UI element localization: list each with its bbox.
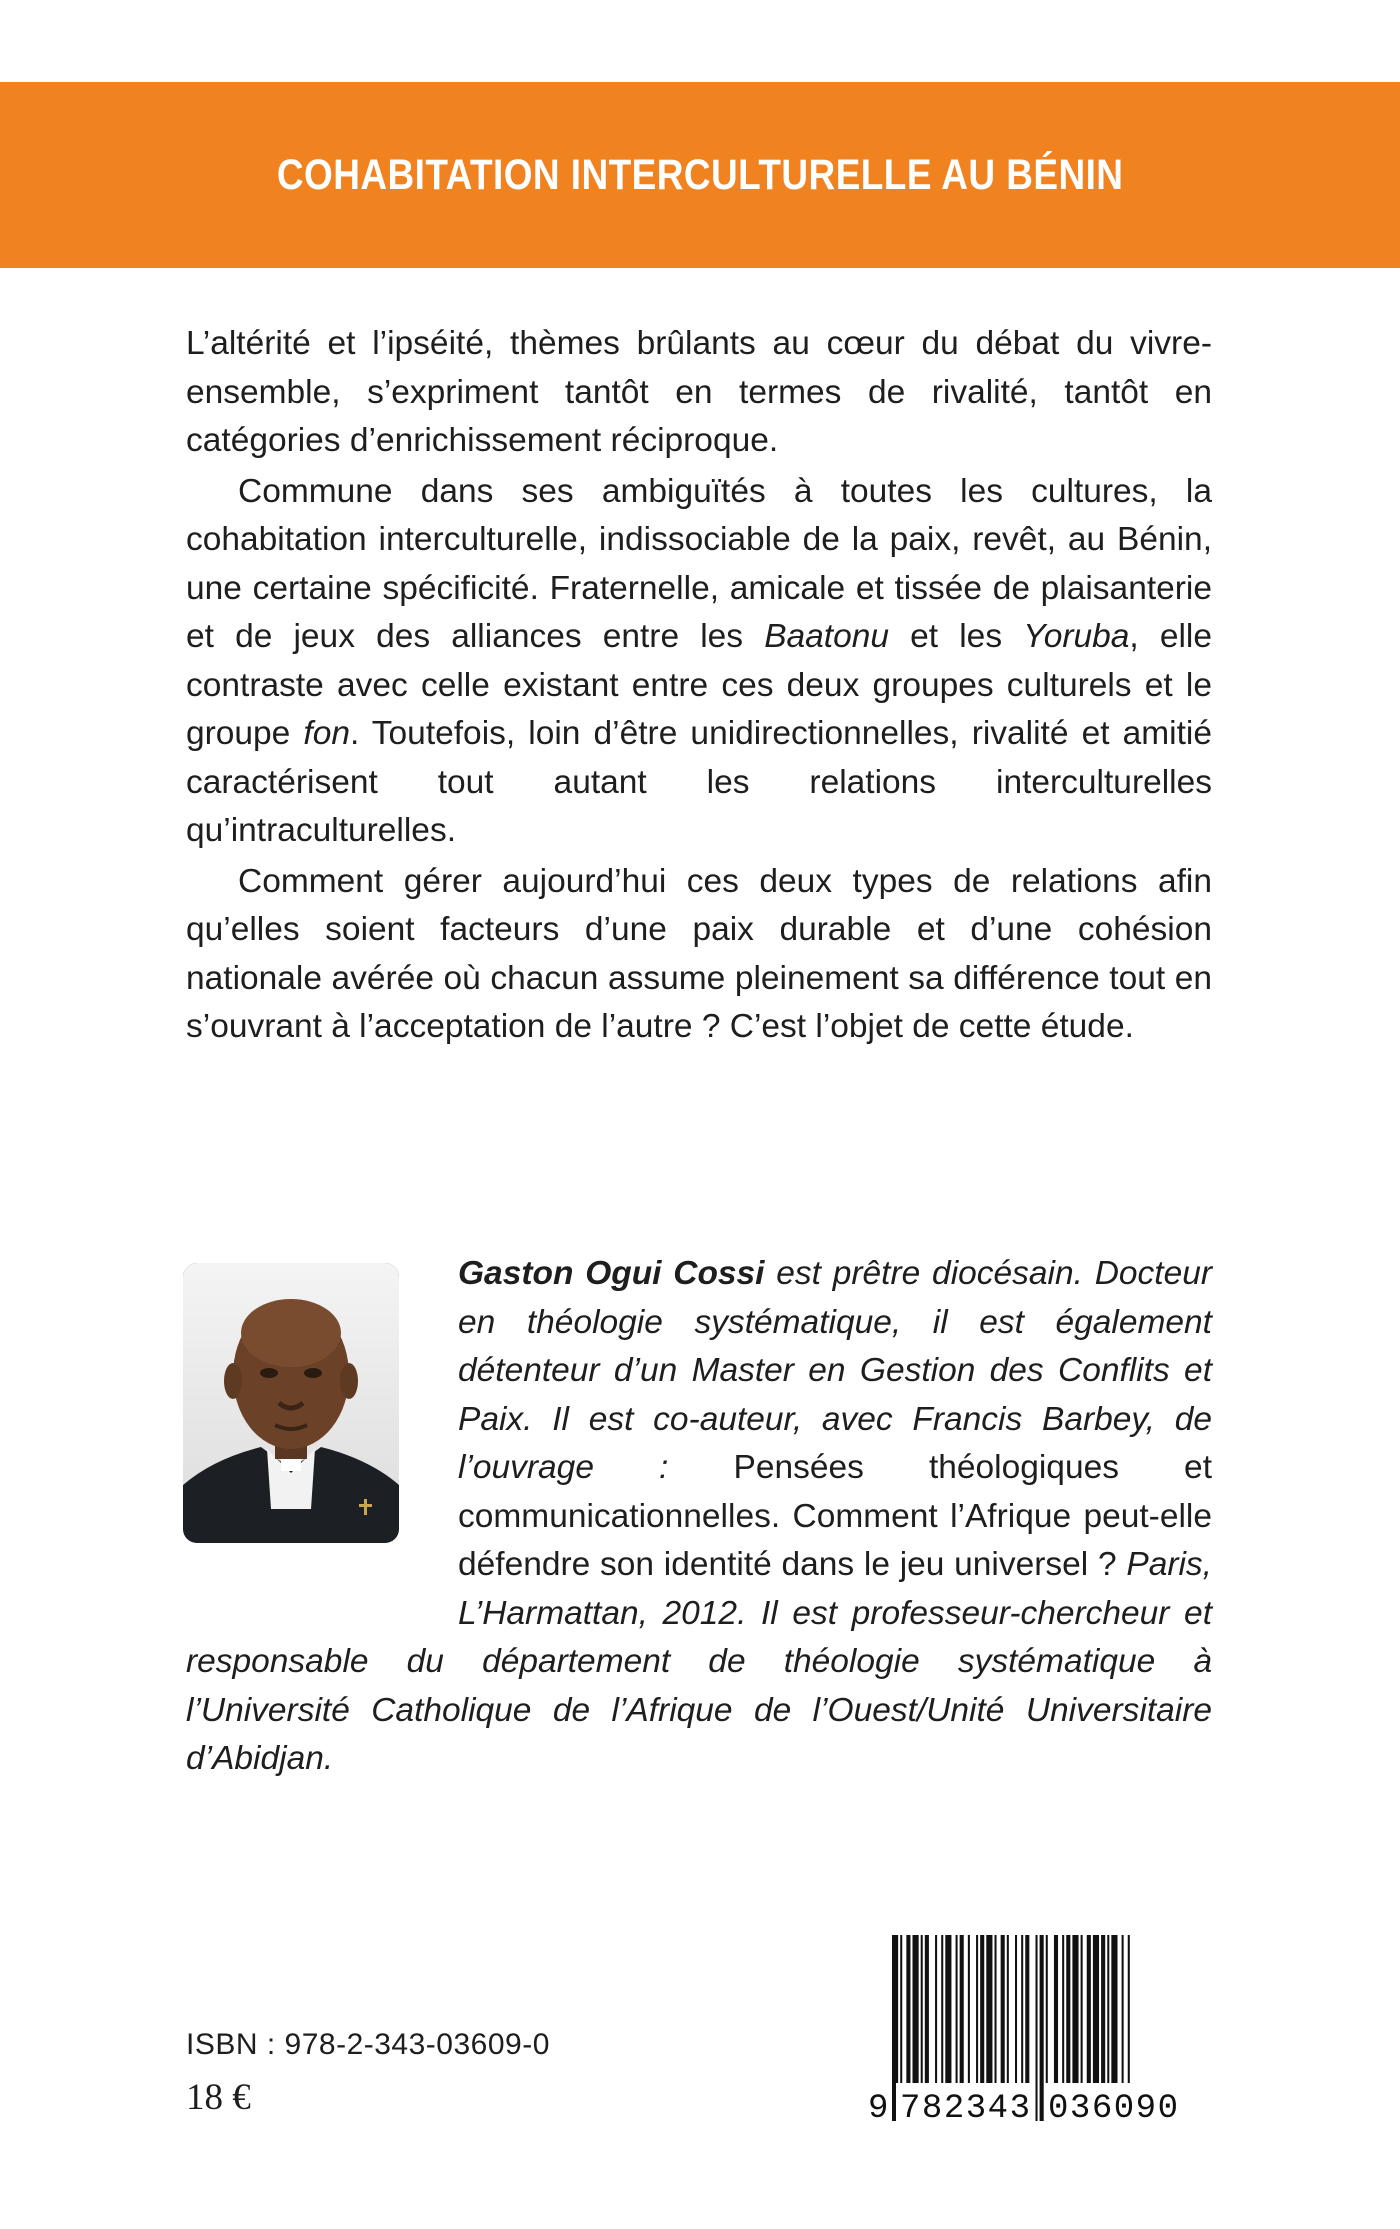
p2-text-4: . Toutefois, loin d’être unidirectionnelles, rivalité et amitié caractérisent tout autant les relations interculturelles qu’intraculturelles. <box>186 715 1212 849</box>
book-title: COHABITATION INTERCULTURELLE AU BÉNIN <box>276 150 1124 199</box>
isbn: ISBN : 978-2-343-03609-0 <box>186 2028 550 2061</box>
barcode <box>866 1935 1212 2121</box>
barcode-digits-left: 782343 <box>900 2090 1030 2121</box>
barcode-bar <box>1036 1935 1038 2121</box>
author-name: Gaston Ogui Cossi <box>458 1255 765 1292</box>
barcode-bar <box>1040 1935 1044 2121</box>
blurb-paragraph-1: L’altérité et l’ipséité, thèmes brûlants au cœur du débat du vivre-ensemble, s’expriment tantôt en termes de rivalité, tantôt en catégories d’enrichissement réciproque. <box>186 325 1212 459</box>
blurb-paragraph-3: Comment gérer aujourd’hui ces deux types de relations afin qu’elles soient facteurs d’une paix durable et d’une cohésion nationale avérée où chacun assume pleinement sa différence tout en s’ouvrant à l’acceptation de l’autre ? C’est l’objet de cette étude. <box>186 862 1212 1045</box>
author-bio <box>186 1250 1212 1784</box>
p2-text-3: , elle contraste avec celle existant entre ces deux groupes culturels et le groupe <box>186 618 1213 752</box>
p2-text-1: Commune dans ses ambiguïtés à toutes les cultures, la cohabitation interculturelle, indissociable de la paix, revêt, au Bénin, une certaine spécificité. Fraternelle, amicale et tissée de plaisanterie et de jeux des alliances entre les <box>186 472 1212 655</box>
p2-text-2: et les <box>889 618 1024 655</box>
term-baatonu: Baatonu <box>764 618 890 655</box>
barcode-digits-right: 036090 <box>1048 2090 1178 2121</box>
price: 18 € <box>186 2077 251 2118</box>
term-fon: fon <box>303 715 350 752</box>
photo-spacer <box>186 1250 458 1590</box>
blurb <box>186 320 1212 1054</box>
bio-text-1: est prêtre diocésain. Docteur en théologie systématique, il est également détenteur d’un Master en Gestion des Conflits et Paix. Il est co-auteur, avec Francis Barbey, de l’ouvrage : <box>458 1255 1212 1486</box>
title-banner <box>0 82 1400 268</box>
barcode-digit-first: 9 <box>868 2090 889 2121</box>
bio-text-2: Paris, L’Harmattan, 2012. Il est professeur-chercheur et responsable du département de théologie systématique à l’Université Catholique de l’Afrique de l’Ouest/Unité Universitaire d’Abidjan. <box>186 1546 1212 1777</box>
blurb-paragraph-2 <box>186 468 1212 856</box>
referenced-book-title: Pensées théologiques et communicationnelles. Comment l’Afrique peut-elle défendre son identité dans le jeu universel ? <box>458 1449 1212 1583</box>
term-yoruba: Yoruba <box>1023 618 1130 655</box>
